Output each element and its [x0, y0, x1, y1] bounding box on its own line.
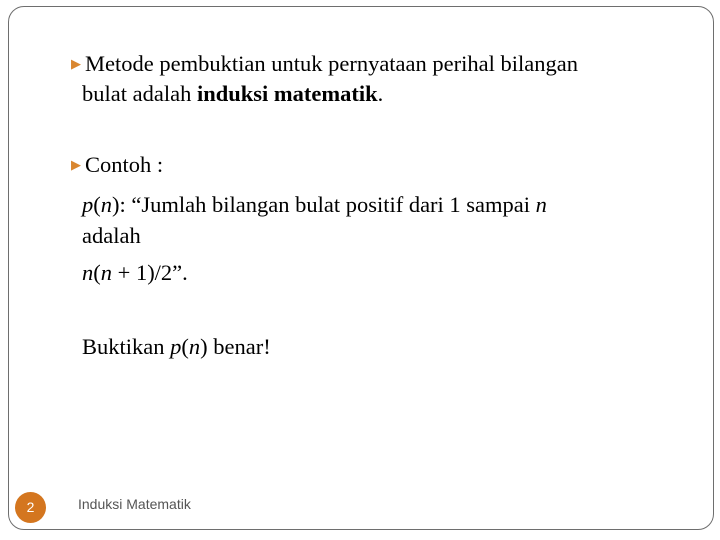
example-line1: [82, 190, 547, 220]
example-statement: ): “Jumlah bilangan bulat positif dari 1 sampai: [112, 192, 536, 217]
prove-prefix: Buktikan: [82, 334, 171, 359]
example-line3: [82, 258, 188, 288]
p-symbol: p: [170, 334, 182, 359]
example-line2: adalah: [82, 223, 141, 248]
definition-suffix: .: [377, 81, 384, 106]
example-label: Contoh :: [85, 152, 164, 177]
definition-term: induksi matematik: [196, 81, 378, 106]
definition-text: Metode pembuktian untuk pernyataan perihal bilangan: [85, 51, 578, 76]
bullet-definition-line1: [71, 49, 578, 79]
prove-line: [82, 332, 271, 362]
n-symbol: n: [82, 260, 94, 285]
prove-suffix: ) benar!: [200, 334, 271, 359]
paren-open: (: [93, 192, 101, 217]
paren-open: (: [181, 334, 189, 359]
n-symbol: n: [535, 192, 547, 217]
bullet-icon: ▶: [71, 56, 81, 71]
bullet-definition-line2: [71, 79, 578, 109]
n-symbol: n: [100, 260, 112, 285]
n-symbol: n: [100, 192, 112, 217]
p-symbol: p: [82, 192, 94, 217]
paren-open: (: [93, 260, 101, 285]
n-symbol: n: [188, 334, 201, 359]
bullet-definition: [71, 49, 578, 109]
definition-prefix: bulat adalah: [82, 81, 197, 106]
formula-tail: + 1)/2”.: [112, 260, 188, 285]
page-number-badge: 2: [15, 492, 46, 523]
footer-title: Induksi Matematik: [78, 496, 191, 512]
bullet-example: [71, 150, 163, 180]
bullet-icon: ▶: [71, 157, 81, 172]
